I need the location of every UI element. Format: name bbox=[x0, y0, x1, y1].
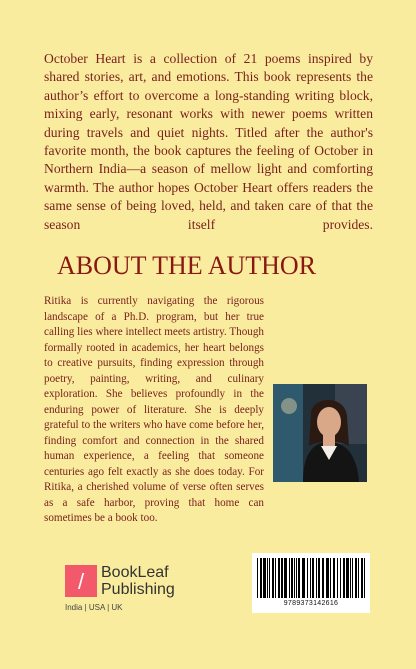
publisher-name-line1: BookLeaf bbox=[101, 564, 169, 581]
barcode-bar bbox=[269, 558, 270, 598]
barcode-bar bbox=[307, 558, 308, 598]
barcode-bar bbox=[350, 558, 351, 598]
barcode-bar bbox=[289, 558, 290, 598]
barcode-bar bbox=[257, 558, 258, 598]
barcode-bar bbox=[355, 558, 357, 598]
barcode-bar bbox=[318, 558, 320, 598]
barcode-bar bbox=[281, 558, 283, 598]
barcode-bar bbox=[364, 558, 365, 598]
barcode-bar bbox=[298, 558, 300, 598]
barcode-bar bbox=[358, 558, 359, 598]
isbn-barcode bbox=[252, 553, 370, 613]
barcode-bar bbox=[263, 558, 266, 598]
barcode-bar bbox=[346, 558, 349, 598]
barcode-bar bbox=[330, 558, 331, 598]
book-blurb: October Heart is a collection of 21 poems inspired by shared stories, art, and emotions. This book represents the author’s effort to overcome a long-standing writing block, mixing early, resonant works with newer poems written during travels and quiet nights. Titled after the author's favorite month, the book captures the feeling of October in Northern India—a season of mellow light and comforting warmth. The author hopes October Heart offers readers the same sense of being loved, held, and taken care of that the season itself provides. bbox=[44, 51, 373, 232]
barcode-bar bbox=[272, 558, 274, 598]
barcode-bar bbox=[337, 558, 338, 598]
barcode-bar bbox=[260, 558, 262, 598]
publisher-regions: India | USA | UK bbox=[65, 603, 123, 612]
barcode-bar bbox=[296, 558, 297, 598]
barcode-bar bbox=[275, 558, 276, 598]
barcode-bar bbox=[267, 558, 268, 598]
isbn-number: 9789373142616 bbox=[283, 600, 339, 607]
barcode-bar bbox=[291, 558, 293, 598]
barcode-bar bbox=[333, 558, 335, 598]
about-author-heading: ABOUT THE AUTHOR bbox=[57, 251, 317, 280]
barcode-bar bbox=[322, 558, 324, 598]
barcode-bar bbox=[312, 558, 314, 598]
barcode-bar bbox=[340, 558, 341, 598]
author-photo bbox=[273, 384, 367, 482]
barcode-bar bbox=[343, 558, 345, 598]
barcode-bar bbox=[352, 558, 353, 598]
publisher-name-line2: Publishing bbox=[101, 581, 175, 598]
barcode-bar bbox=[310, 558, 311, 598]
publisher-logo-mark: / bbox=[77, 569, 85, 594]
author-bio: Ritika is currently navigating the rigorous landscape of a Ph.D. program, but her true calling lies where intellect meets artistry. Though formally rooted in academics, her heart belongs to creative pursuits, finding expression through poetry, painting, writing, and culinary exploration. She believes profoundly in the enduring power of literature. She is deeply grateful to the writers who have come before her, finding comfort and connection in the shared human experience, a feeling that someone centuries ago felt exactly as she does today. For Ritika, a cherished volume of verse often serves as a safe harbor, proving that home can sometimes be a book too. bbox=[44, 295, 264, 524]
barcode-bar bbox=[294, 558, 295, 598]
barcode-bar bbox=[278, 558, 280, 598]
barcode-bar bbox=[284, 558, 287, 598]
barcode-bar bbox=[361, 558, 363, 598]
publisher-name bbox=[101, 564, 175, 598]
barcode-icon bbox=[252, 553, 370, 599]
barcode-bar bbox=[326, 558, 329, 598]
publisher-logo-icon bbox=[65, 565, 97, 597]
barcode-bar bbox=[316, 558, 317, 598]
barcode-bar bbox=[302, 558, 305, 598]
